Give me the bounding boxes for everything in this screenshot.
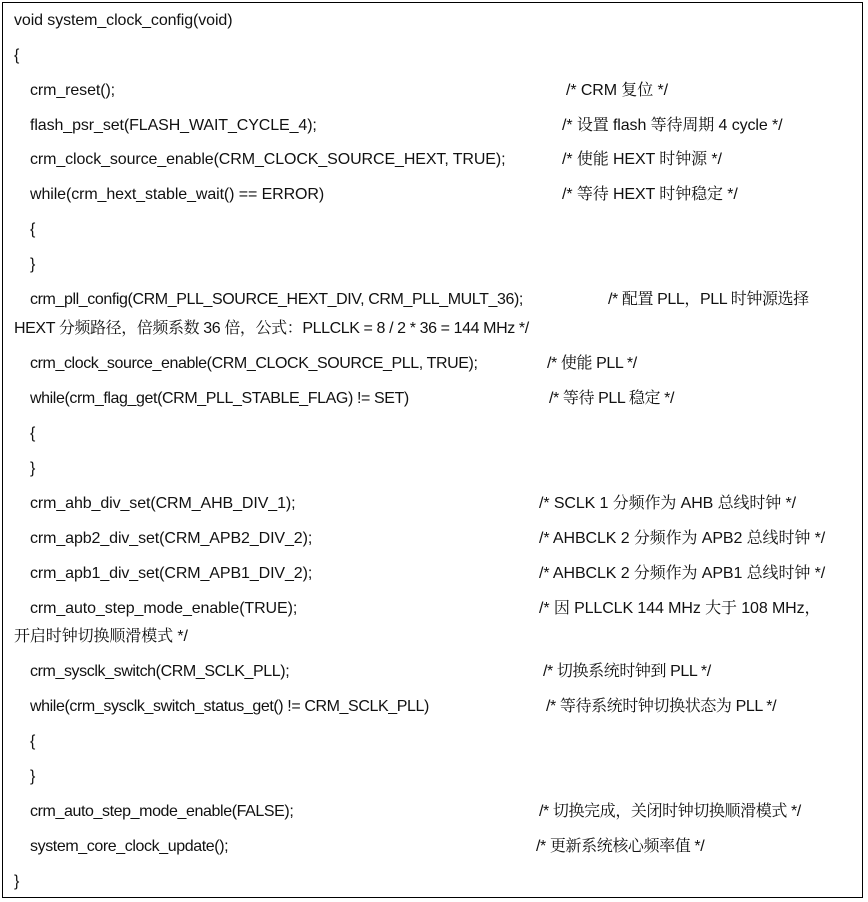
code-line: crm_reset(); xyxy=(30,82,116,99)
code-comment: /* 配置 PLL，PLL 时钟源选择 xyxy=(608,291,809,308)
code-comment: /* 等待 PLL 稳定 */ xyxy=(549,390,675,407)
code-comment: /* 使能 PLL */ xyxy=(547,355,637,372)
code-line: } xyxy=(30,256,36,273)
open-brace: { xyxy=(14,47,20,64)
code-line: { xyxy=(30,733,36,750)
code-line: crm_auto_step_mode_enable(TRUE); xyxy=(30,600,298,617)
code-line: crm_auto_step_mode_enable(FALSE); xyxy=(30,803,294,820)
code-line: { xyxy=(30,425,36,442)
code-comment: /* 切换完成，关闭时钟切换顺滑模式 */ xyxy=(539,803,801,820)
code-comment: /* 因 PLLCLK 144 MHz 大于 108 MHz， xyxy=(539,600,821,617)
code-line: } xyxy=(30,460,36,477)
code-line: system_core_clock_update(); xyxy=(30,838,229,855)
code-line: while(crm_sysclk_switch_status_get() != CRM_SCLK_PLL) xyxy=(30,698,429,715)
function-signature: void system_clock_config(void) xyxy=(14,12,233,29)
code-line: while(crm_flag_get(CRM_PLL_STABLE_FLAG) != SET) xyxy=(30,390,409,407)
code-line: crm_ahb_div_set(CRM_AHB_DIV_1); xyxy=(30,495,296,512)
code-line: crm_apb2_div_set(CRM_APB2_DIV_2); xyxy=(30,530,313,547)
code-comment: /* 切换系统时钟到 PLL */ xyxy=(543,663,711,680)
code-listing-frame xyxy=(2,2,863,898)
code-line: crm_clock_source_enable(CRM_CLOCK_SOURCE_HEXT, TRUE); xyxy=(30,151,506,168)
code-comment: /* 设置 flash 等待周期 4 cycle */ xyxy=(562,117,783,134)
code-line: crm_apb1_div_set(CRM_APB1_DIV_2); xyxy=(30,565,313,582)
code-comment: /* AHBCLK 2 分频作为 APB1 总线时钟 */ xyxy=(539,565,826,582)
code-line: crm_sysclk_switch(CRM_SCLK_PLL); xyxy=(30,663,290,680)
code-comment: /* 等待系统时钟切换状态为 PLL */ xyxy=(546,698,777,715)
code-line: } xyxy=(30,768,36,785)
code-comment: /* 使能 HEXT 时钟源 */ xyxy=(562,151,722,168)
code-comment: /* AHBCLK 2 分频作为 APB2 总线时钟 */ xyxy=(539,530,826,547)
code-comment-continuation: HEXT 分频路径，倍频系数 36 倍，公式：PLLCLK = 8 / 2 * 36 = 144 MHz */ xyxy=(14,320,529,337)
code-comment-continuation: 开启时钟切换顺滑模式 */ xyxy=(14,628,188,645)
code-comment: /* 更新系统核心频率值 */ xyxy=(536,838,705,855)
code-line: crm_clock_source_enable(CRM_CLOCK_SOURCE_PLL, TRUE); xyxy=(30,355,478,372)
code-comment: /* SCLK 1 分频作为 AHB 总线时钟 */ xyxy=(539,495,797,512)
code-line: crm_pll_config(CRM_PLL_SOURCE_HEXT_DIV, CRM_PLL_MULT_36); xyxy=(30,291,523,308)
code-line: { xyxy=(30,221,36,238)
code-line: while(crm_hext_stable_wait() == ERROR) xyxy=(30,186,325,203)
close-brace: } xyxy=(14,873,20,890)
code-line: flash_psr_set(FLASH_WAIT_CYCLE_4); xyxy=(30,117,317,134)
code-comment: /* CRM 复位 */ xyxy=(566,82,668,99)
code-comment: /* 等待 HEXT 时钟稳定 */ xyxy=(562,186,738,203)
